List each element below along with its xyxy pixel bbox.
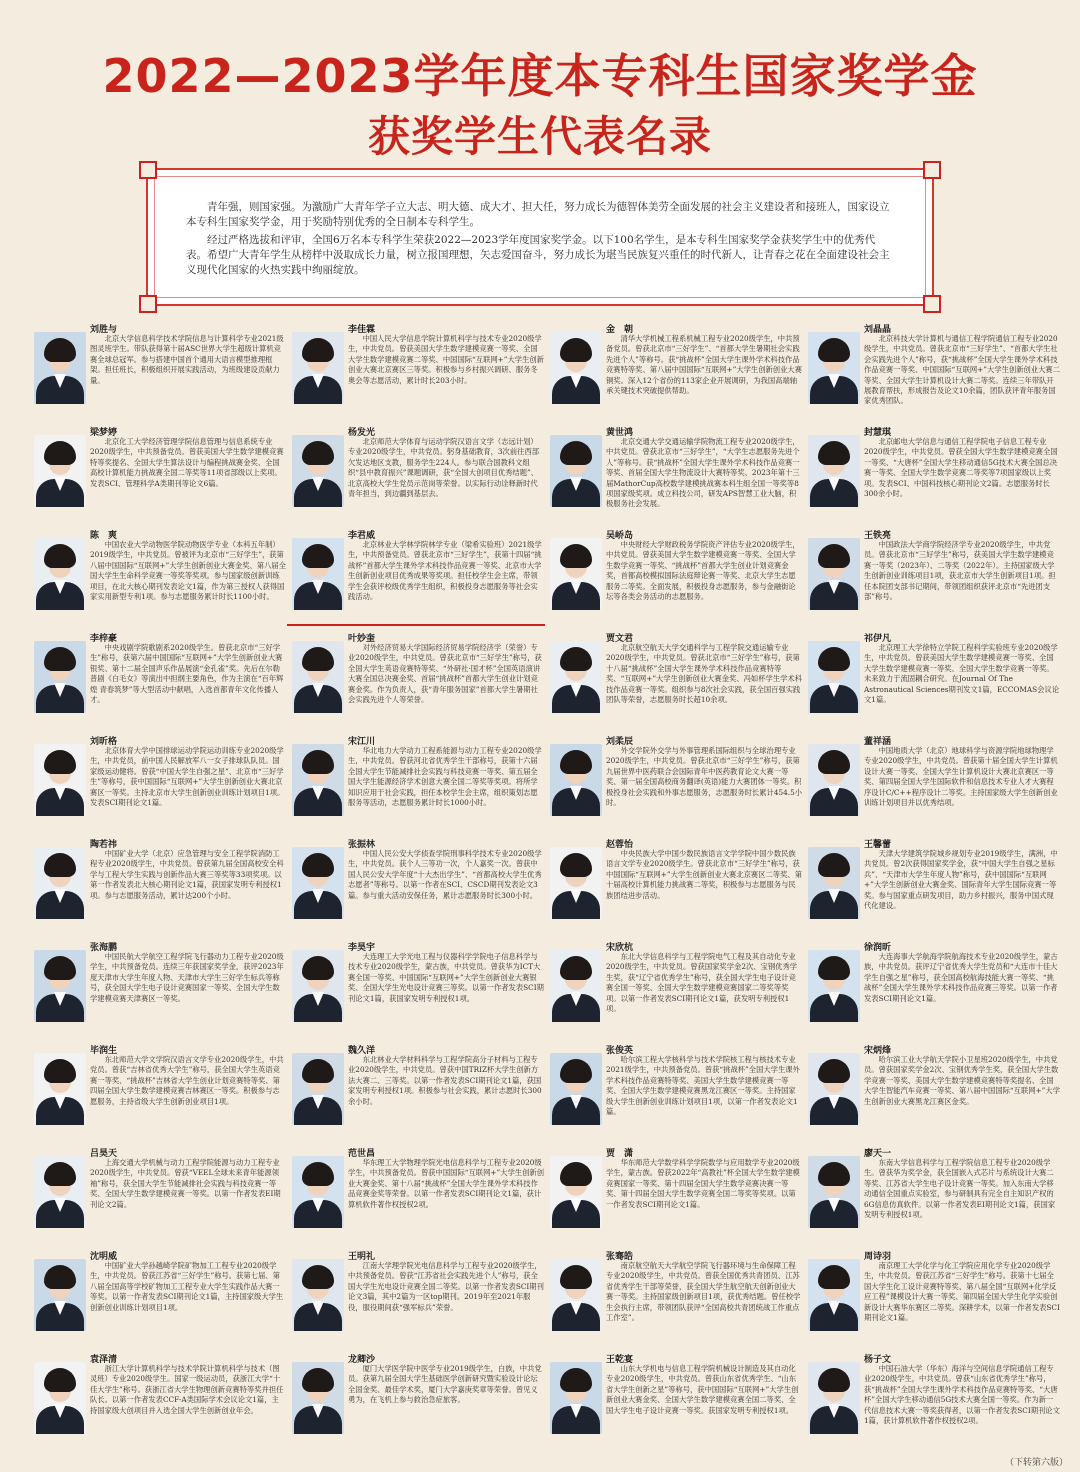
student-bio: 中国人民大学信息学院计算机科学与技术专业2020级学生，中共党员。曾获美国大学生数学建模竞赛一等奖、全国大学生数学建模竞赛二等奖、中国国际“互联网+”大学生创新创业大赛北京赛区三等奖。积极参与乡村振兴调研、服务冬奥会等志愿活动，累计时长203小时。 <box>348 334 544 385</box>
student-bio: 北京交通大学交通运输学院物流工程专业2020级学生，中共党员。曾获北京市“三好学生”，“大学生志愿服务先进个人”等称号。获“挑战杯”全国大学生课外学术科技作品竞赛一等奖、首届全国大学生物流设计大赛特等奖、2023年第十三届MathorCup高校数学建模挑战赛本科生组全国一等奖等8项国家级奖项。成立科技公司，研发APS智慧工业大脑，积极服务社会发展。 <box>606 437 800 509</box>
student-bio: 清华大学机械工程系机械工程专业2020级学生，中共预备党员。曾获北京市“三好学生”、“首都大学生暑期社会实践先进个人”等称号。获“挑战杯”全国大学生课外学术科技作品竞赛特等奖、第八届中国国际“互联网+”大学生创新创业大赛铜奖。深入12个省份的113家企业开展调研，为我国高端轴承关键技术突破提供帮助。 <box>606 334 802 396</box>
student-name: 杨发光 <box>348 428 376 438</box>
student-bio: 南京航空航天大学航空学院飞行器环境与生命保障工程专业2020级学生，中共党员。曾获全国优秀共青团员、江苏省优秀学生干部等荣誉，获全国大学生航空航天创新创业大赛一等奖。主持国家级创新项目1项，获优秀结题。曾任校学生会执行主席，带领团队获评“全国高校共青团统战工作重点工作室”。 <box>606 1261 801 1323</box>
student-name: 张海鹏 <box>90 943 118 953</box>
student-bio: 中央民族大学中国少数民族语言文学学院中国少数民族语言文学专业2020级学生。曾获北京市“三好学生”称号，获中国国际“互联网+”大学生创新创业大赛北京赛区二等奖、第十届高校计算机能力挑战赛二等奖，积极参与志愿服务与民族团结进步活动。 <box>606 849 802 900</box>
student-card <box>288 936 548 1037</box>
student-card <box>546 421 806 522</box>
student-name: 廖天一 <box>864 1149 892 1159</box>
student-card <box>288 730 548 831</box>
student-card <box>30 833 290 934</box>
student-card <box>288 1142 548 1243</box>
student-photo <box>292 847 344 919</box>
student-photo <box>550 744 602 816</box>
student-name: 魏久洋 <box>348 1046 376 1056</box>
student-card <box>804 318 1064 419</box>
student-photo <box>34 538 86 610</box>
student-name: 董祥涵 <box>864 737 892 747</box>
student-card <box>546 1348 806 1449</box>
student-bio: 山东大学机电与信息工程学院机械设计制造及其自动化专业2020级学生，中共党员。曾获山东省优秀学生、“山东省大学生创新之星”等称号，获中国国际“互联网+”大学生创新创业大赛金奖、全国大学生数学建模竞赛全国二等奖、全国大学生电子设计竞赛一等奖。获国家发明专利授权1项。 <box>606 1364 799 1415</box>
student-name: 张振林 <box>348 840 376 850</box>
student-name: 徐润昕 <box>864 943 892 953</box>
student-name: 吴峤岛 <box>606 531 634 541</box>
student-bio: 中国民航大学航空工程学院飞行器动力工程专业2020级学生，中共预备党员。连续三年获国家奖学金，获评2023年度天津市大学生年度人物、天津市大学生三好学生标兵等称号，获全国大学生电子设计竞赛国家一等奖、全国大学生数学建模竞赛天津赛区一等奖。 <box>90 952 284 1003</box>
student-bio: 东北大学信息科学与工程学院电气工程及其自动化专业2020级学生，中共党员。曾获国家奖学金2次、宝钢优秀学生奖，获“辽宁省优秀学生”称号，获全国大学生电子设计竞赛全国一等奖、全国大学生数学建模竞赛国家二等奖等奖项。以第一作者发表SCI期刊论文1篇，获发明专利授权1项。 <box>606 952 798 1014</box>
student-name: 王铁亮 <box>864 531 892 541</box>
student-name: 吕昊天 <box>90 1149 118 1159</box>
student-bio: 南京理工大学化学与化工学院应用化学专业2020级学生，中共党员。曾获江苏省“三好学生”称号。获第十七届全国大学生化工设计竞赛特等奖、第八届全国“互联网+化学反应工程”课模设计大赛一等奖、第四届全国大学生化学实验创新设计大赛华东赛区二等奖。深耕学术，以第一作者发表SCI期刊论文1篇。 <box>864 1261 1060 1323</box>
student-bio: 华东理工大学物理学院光电信息科学与工程专业2020级学生，中共预备党员。曾获中国国际“互联网+”大学生创新创业大赛金奖、第十八届“挑战杯”全国大学生课外学术科技作品竞赛金奖等荣誉。以第一作者发表SCI期刊论文1篇，获计算机软件著作权授权2项。 <box>348 1158 544 1209</box>
student-bio: 北京理工大学徐特立学院工程科学实验班专业2020级学生，中共党员。曾获美国大学生数学建模竞赛一等奖、全国大学生数学建模竞赛一等奖、全国大学生数学竞赛一等奖。未来致力于流固耦合研究。在Journal Of The Astronautical Sciences期刊发文1篇，ECCOMAS会议论文1篇。 <box>864 643 1060 705</box>
corner-ornament <box>923 295 941 313</box>
page-title: 2022—2023学年度本专科生国家奖学金 <box>102 49 978 103</box>
student-photo <box>550 1362 602 1434</box>
student-photo <box>808 1053 860 1125</box>
student-bio: 中国农业大学动物医学院动物医学专业（本科五年制）2019级学生，中共党员。曾被评为北京市“三好学生”，获第八届中国国际“互联网+”大学生创新创业大赛金奖、第八届全国大学生生命科学竞赛一等奖等奖项。参与国家级创新训练项目，在北大核心期刊发表论文1篇，作为第三授权人获得国家实用新型专利1项。参与志愿服务累计时长1100小时。 <box>90 540 286 602</box>
student-photo <box>292 435 344 507</box>
student-photo <box>550 538 602 610</box>
student-card <box>804 1348 1064 1449</box>
student-bio: 华北电力大学动力工程系能源与动力工程专业2020级学生，中共党员。曾获河北省优秀学生干部称号，获第十六届全国大学生节能减排社会实践与科技竞赛一等奖、第五届全国大学生能源经济学术创意大赛全国二等奖等奖项。将所学知识应用于社会实践，担任本校学生会主席，组织策划志愿服务等活动，志愿服务累计时长1000小时。 <box>348 746 542 808</box>
student-bio: 中国石油大学（华东）海洋与空间信息学院通信工程专业2020级学生，中共党员。曾获“山东省优秀学生”称号，获“挑战杯”全国大学生课外学术科技作品竞赛特等奖、“大唐杯”全国大学生移动通信5G技术大赛全国一等奖。作为新一代信息技术大赛一等奖获得者，以第一作者发表SCI期刊论文1篇，获计算机软件著作权授权2项。 <box>864 1364 1060 1426</box>
student-name: 袁泽清 <box>90 1355 118 1365</box>
student-photo <box>808 332 860 404</box>
student-name: 张俊英 <box>606 1046 634 1056</box>
student-name: 贾 潇 <box>606 1149 634 1159</box>
student-card <box>30 936 290 1037</box>
student-card <box>288 1039 548 1140</box>
student-name: 陈 爽 <box>90 531 118 541</box>
student-name: 王馨蕾 <box>864 840 892 850</box>
corner-ornament <box>139 295 157 313</box>
student-bio: 北京师范大学体育与运动学院汉语言文学（志远计划）专业2020级学生，中共党员。躬身基础教育，3次前往西部欠发达地区支教，服务学生224人。参与联合国教科文组织“县中教育振兴”课题调研，获“全国大创项目优秀结题”、北京高校大学生党员示范岗等荣誉。以实际行动诠释新时代青年担当，到边疆到基层去。 <box>348 437 540 499</box>
student-card <box>288 421 548 522</box>
student-photo <box>550 1053 602 1125</box>
student-name: 宋江川 <box>348 737 376 747</box>
student-photo <box>550 1259 602 1331</box>
student-photo <box>292 744 344 816</box>
student-bio: 对外经济贸易大学国际经济贸易学院经济学（荣誉）专业2020级学生，中共党员。曾获北京市“三好学生”称号，获全国大学生英语竞赛特等奖、“外研社·国才杯”全国英语演讲大赛全国总决赛金奖、首届“挑战杯”首都大学生创业计划竞赛金奖。作为负责人，获“青年服务国家”首都大学生暑期社会实践先进个人等荣誉。 <box>348 643 542 705</box>
student-name: 叶妙奎 <box>348 634 376 644</box>
student-bio: 东南大学信息科学与工程学院信息工程专业2020级学生。曾获华为奖学金，获全国嵌入式芯片与系统设计大赛二等奖、江苏省大学生电子设计竞赛一等奖。加入东南大学移动通信全国重点实验室，参与研制具有完全自主知识产权的6G信息仿真软件。以第一作者发表EI期刊论文1篇，获国家发明专利授权1项。 <box>864 1158 1056 1220</box>
student-name: 宋欣杭 <box>606 943 634 953</box>
student-card <box>30 524 290 625</box>
student-card <box>288 318 548 419</box>
student-bio: 北京航空航天大学交通科学与工程学院交通运输专业2020级学生，中共党员。曾获北京市“三好学生”称号，获第十八届“挑战杯”全国大学生课外学术科技作品竞赛特等奖、“互联网+”大学生创新创业大赛金奖、冯如杯学生学术科技作品竞赛一等奖。组织参与8次社会实践，获全国百强实践团队等荣誉，志愿服务时长超10余项。 <box>606 643 802 705</box>
student-photo <box>550 332 602 404</box>
student-bio: 北京邮电大学信息与通信工程学院电子信息工程专业2020级学生，中共党员。曾获全国大学生数学建模竞赛全国一等奖、“大唐杯”全国大学生移动通信5G技术大赛全国总决赛一等奖、全国大学生数学竞赛二等奖等7项国家级以上奖项。发表SCI、中国科技核心期刊论文2篇。志愿服务时长300余小时。 <box>864 437 1058 499</box>
highlight-rule <box>287 624 545 626</box>
student-bio: 东北林业大学材料科学与工程学院高分子材料与工程专业2020级学生，中共党员。曾获中国TRIZ杯大学生创新方法大赛二、三等奖。以第一作者发表SCI期刊论文1篇，获国家发明专利授权1项。积极参与社会实践，累计志愿时长300余小时。 <box>348 1055 542 1106</box>
student-name: 王明礼 <box>348 1252 376 1262</box>
student-card <box>30 1245 290 1346</box>
student-card <box>804 730 1064 831</box>
student-name: 张骞皓 <box>606 1252 634 1262</box>
intro-box <box>146 168 934 306</box>
student-name: 王乾宴 <box>606 1355 634 1365</box>
student-bio: 中国政法大学商学院经济学专业2020级学生，中共党员。曾获北京市“三好学生”称号，获美国大学生数学建模竞赛一等奖（2023年）、二等奖（2022年）。主持国家级大学生创新创业训练项目1项，获北京市大学生创新项目1项。担任本院团支部书记期间，带领团组织获评北京市“先进团支部”称号。 <box>864 540 1056 602</box>
student-photo <box>808 1259 860 1331</box>
student-card <box>288 1245 548 1346</box>
student-photo <box>292 538 344 610</box>
student-name: 李昊宇 <box>348 943 376 953</box>
page-subtitle: 获奖学生代表名录 <box>367 112 712 161</box>
student-bio: 中央戏剧学院歌剧系2020级学生。曾获北京市“三好学生”称号，获第六届中国国际“互联网+”大学生创新创业大赛银奖、第十二届全国声乐作品展演“金孔雀”奖。先后在尔勒普剧《白毛女》等演出中担纲主要角色，作为主演在“百年辉煌 青春筑梦”等大型活动中献唱，入选首都青年文化传播人才。 <box>90 643 284 705</box>
intro-text <box>186 200 894 281</box>
student-card <box>546 318 806 419</box>
student-name: 宋炳烽 <box>864 1046 892 1056</box>
student-name: 刘昕格 <box>90 737 118 747</box>
student-name: 金 朝 <box>606 325 634 335</box>
student-name: 刘胜与 <box>90 325 118 335</box>
student-photo <box>292 1362 344 1434</box>
student-card <box>546 936 806 1037</box>
student-name: 毕润生 <box>90 1046 118 1056</box>
student-name: 沈明威 <box>90 1252 118 1262</box>
student-photo <box>808 950 860 1022</box>
student-bio: 厦门大学医学院中医学专业2019级学生，白族，中共党员。获第九届全国大学生基础医学创新研究暨实验设计论坛全国金奖、最佳学术奖，厦门大学嘉庚奖章等荣誉。曾见义勇为，在飞机上参与救治急症旅客。 <box>348 1364 542 1405</box>
student-bio: 北京化工大学经济管理学院信息管理与信息系统专业2020级学生，中共预备党员。曾获美国大学生数学建模竞赛特等奖提名、全国大学生算法设计与编程挑战赛金奖、全国高校计算机能力挑战赛全国二等奖等11项省部级以上奖项。发表SCI、管理科学A类期刊等论文6篇。 <box>90 437 284 488</box>
student-card <box>30 1348 290 1449</box>
student-photo <box>34 1362 86 1434</box>
student-bio: 中央财经大学财政税务学院资产评估专业2020级学生，中共党员。曾获美国大学生数学建模竞赛一等奖、全国大学生数学竞赛一等奖、“挑战杯”首都大学生创业计划竞赛金奖，首都高校模拟国际法庭辩论赛一等奖、北京大学生志愿服务二等奖。全面发展，积极投身志愿服务，参与金融街论坛等各类会务活动的志愿服务。 <box>606 540 800 602</box>
student-card <box>288 833 548 934</box>
student-photo <box>34 1156 86 1228</box>
intro-paragraph: 经过严格选拔和评审，全国6万名本专科学生荣获2022—2023学年度国家奖学金。以下100名学生，是本专科生国家奖学金获奖学生中的优秀代表。希望广大青年学生从榜样中汲取成长力量，树立报国理想，矢志爱国奋斗，努力成长为堪当民族复兴重任的时代新人，让青春之花在全面建设社会主义现代化国家的火热实践中绚丽绽放。 <box>186 234 890 276</box>
student-photo <box>808 641 860 713</box>
student-name: 李梓豪 <box>90 634 118 644</box>
student-bio: 天津大学建筑学院城乡规划专业2019级学生，满洲，中共党员。曾2次获得国家奖学金，获“中国大学生自强之星标兵”、“天津市大学生年度人物”称号，获中国国际“互联网+”大学生创新创业大赛金奖、国际青年大学生国际竞赛一等奖。参与国家重点研发项目，助力乡村振兴，服务中国式现代化建设。 <box>864 849 1058 911</box>
student-bio: 北京体育大学中国排球运动学院运动训练专业2020级学生，中共党员，前中国人民解放军八一女子排球队队员。国家级运动健将。曾获“中国大学生自强之星”、北京市“三好学生”等称号，获中国国际“互联网+”大学生创新创业大赛北京赛区一等奖。主持北京市大学生创新创业训练计划项目1项。发表SCI期刊论文1篇。 <box>90 746 285 808</box>
student-card <box>546 1039 806 1140</box>
student-photo <box>292 1156 344 1228</box>
student-photo <box>292 1053 344 1125</box>
student-card <box>804 1039 1064 1140</box>
student-photo <box>808 538 860 610</box>
student-card <box>546 730 806 831</box>
student-bio: 北京科技大学计算机与通信工程学院通信工程专业2020级学生，中共党员。曾获北京市“三好学生”、“首都大学生社会实践先进个人”称号，获“挑战杯”全国大学生课外学术科技作品竞赛一等奖、中国国际“互联网+”大学生创新创业大赛二等奖、全国大学生计算机设计大赛二等奖。连续三年带队开展教育帮扶，形成报告及论文10余篇，团队获评青年服务国家优秀团队。 <box>864 334 1060 406</box>
corner-ornament <box>139 161 157 179</box>
student-bio: 大连海事大学航海学院航海技术专业2020级学生，蒙古族，中共党员。获评辽宁省优秀大学生党员和“大连市十佳大学生自强之星”称号，获全国高校航海技能大赛一等奖、“挑战杯”全国大学生课外学术科技作品竞赛三等奖。以第一作者发表SCI期刊论文1篇。 <box>864 952 1058 1003</box>
student-photo <box>292 950 344 1022</box>
student-photo <box>550 435 602 507</box>
student-photo <box>34 332 86 404</box>
student-name: 祁伊凡 <box>864 634 892 644</box>
student-photo <box>808 744 860 816</box>
student-photo <box>550 1156 602 1228</box>
student-bio: 东北师范大学文学院汉语言文学专业2020级学生，中共党员。曾获“吉林省优秀大学生”称号，获全国大学生英语竞赛一等奖、“挑战杯”吉林省大学生创业计划竞赛特等奖、第四届全国大学生数学建模竞赛吉林赛区一等奖。积极参与志愿服务，主持省级大学生创新创业项目1项。 <box>90 1055 284 1106</box>
student-card <box>30 1039 290 1140</box>
student-photo <box>34 1053 86 1125</box>
student-name: 赵蓉怡 <box>606 840 634 850</box>
corner-ornament <box>923 161 941 179</box>
student-card <box>30 627 290 728</box>
student-name: 龙卿沙 <box>348 1355 376 1365</box>
student-bio: 中国人民公安大学侦查学院刑事科学技术专业2020级学生，中共党员。获个人三等功一次，个人嘉奖一次。曾获中国人民公安大学年度“十大杰出学生”、“首都高校大学生优秀志愿者”等称号。以第一作者在SCI、CSCD期刊发表论文3篇。参与重大活动安保任务，累计志愿服务时长300小时。 <box>348 849 542 900</box>
student-photo <box>34 641 86 713</box>
student-bio: 北京大学信息科学技术学院信息与计算科学专业2021级图灵班学生。带队获得第十届ASC世界大学生超级计算机竞赛全球总冠军。参与搭建中国首个通用大语言模型推理框架。担任班长，积极组织开展实践活动，为班级建设贡献力量。 <box>90 334 284 385</box>
student-photo <box>292 641 344 713</box>
student-card <box>30 730 290 831</box>
student-photo <box>34 1259 86 1331</box>
student-name: 范世昌 <box>348 1149 376 1159</box>
student-card <box>30 318 290 419</box>
student-name: 封慧琪 <box>864 428 892 438</box>
student-card <box>288 1348 548 1449</box>
student-name: 周诗羽 <box>864 1252 892 1262</box>
student-card <box>546 524 806 625</box>
student-bio: 浙江大学计算机科学与技术学院计算机科学与技术（图灵班）专业2020级学生。国家一级运动员，获浙江大学“十佳大学生”称号。获浙江省大学生物理创新竞赛特等奖并担任队长。以第一作者发表CCF-A类国际学术会议论文1篇，主持国家级大创项目并入选全国大学生创新创业年会。 <box>90 1364 284 1415</box>
student-bio: 外交学院外交学与外事管理系国际组织与全球治理专业2020级学生，中共党员。曾获北京市“三好学生”称号，获第九届世界中医药联合会国际青年中医药教育论文大赛一等奖、第一届全国高校商务翻译(英语)能力大赛团体一等奖。积极投身社会实践和外事志愿服务，志愿服务时长累计454.5小时。 <box>606 746 802 808</box>
student-photo <box>292 332 344 404</box>
continued-note: （下转第六版） <box>1004 1458 1068 1468</box>
student-card <box>546 1142 806 1243</box>
student-photo <box>34 744 86 816</box>
student-card <box>546 627 806 728</box>
student-card <box>288 524 548 625</box>
student-photo <box>292 1259 344 1331</box>
student-name: 刘晶晶 <box>864 325 892 335</box>
student-photo <box>550 641 602 713</box>
student-bio: 中国矿业大学孙越崎学院矿物加工工程专业2020级学生，中共党员。曾获江苏省“三好学生”称号。获第七届、第八届全国高等学校矿物加工工程专业大学生实践作品大赛一等奖。以第一作者发表SCI期刊论文1篇，主持国家级大学生创新创业训练计划项目1项。 <box>90 1261 284 1312</box>
student-bio: 哈尔滨工程大学核科学与技术学院核工程与核技术专业2021级学生，中共预备党员。曾获“挑战杯”全国大学生课外学术科技作品竞赛特等奖、美国大学生数学建模竞赛一等奖、全国大学生数学建模竞赛黑龙江赛区一等奖。主持国家级大学生创新创业训练计划项目1项，以第一作者发表论文1篇。 <box>606 1055 800 1117</box>
student-bio: 中国矿业大学（北京）应急管理与安全工程学院消防工程专业2020级学生，中共党员。曾获第九届全国高校安全科学与工程大学生实践与创新作品大赛三等奖等33项奖项。以第一作者发表北大核心期刊论文1篇，获国家发明专利授权1项。参与志愿服务活动，累计达200个小时。 <box>90 849 284 900</box>
student-name: 梁梦婷 <box>90 428 118 438</box>
student-card <box>804 1245 1064 1346</box>
student-name: 黄世鸿 <box>606 428 634 438</box>
student-photo <box>550 950 602 1022</box>
student-photo <box>808 847 860 919</box>
student-name: 李佳霖 <box>348 325 376 335</box>
student-card <box>804 1142 1064 1243</box>
student-bio: 北京林业大学林学院林学专业（梁希实验班）2021级学生，中共预备党员。曾获北京市“三好学生”，获第十四届“挑战杯”首都大学生课外学术科技作品竞赛一等奖、北京市大学生创新创业项目优秀成果等奖项。担任校学生会主席，带领学生会获评校级优秀学生组织，积极投身志愿服务等社会实践活动。 <box>348 540 542 602</box>
student-name: 李君威 <box>348 531 376 541</box>
intro-paragraph: 青年强，则国家强。为激励广大青年学子立大志、明大德、成大才、担大任，努力成长为德智体美劳全面发展的社会主义建设者和接班人，国家设立本专科生国家奖学金，用于奖励特别优秀的全日制本专科学生。 <box>186 201 890 228</box>
student-name: 陶若祎 <box>90 840 118 850</box>
student-card <box>546 1245 806 1346</box>
student-card <box>30 1142 290 1243</box>
student-bio: 江南大学理学院光电信息科学与工程专业2020级学生，中共预备党员。曾获“江苏省社会实践先进个人”称号，获全国大学生光电设计竞赛全国二等奖。以第一作者发表SCI期刊论文3篇，其中2篇为一区top期刊。2019年至2021年服役，服役期间获“强军标兵”荣誉。 <box>348 1261 544 1312</box>
student-card <box>804 627 1064 728</box>
student-name: 贾文君 <box>606 634 634 644</box>
student-photo <box>34 847 86 919</box>
student-card <box>804 833 1064 934</box>
student-card <box>30 421 290 522</box>
student-photo <box>808 1362 860 1434</box>
student-photo <box>808 435 860 507</box>
student-photo <box>34 950 86 1022</box>
student-bio: 中国地质大学（北京）地球科学与资源学院地球物理学专业2020级学生，中共党员。曾获第十届全国大学生计算机设计大赛一等奖、全国大学生计算机设计大赛北京赛区一等奖、第四届全国大学生国际软件和信息技术专业人才大赛程序设计C/C++程序设计二等奖。主持国家级大学生创新创业训练计划项目并以优秀结项。 <box>864 746 1058 808</box>
student-card <box>804 421 1064 522</box>
student-bio: 哈尔滨工业大学航天学院小卫星班2020级学生，中共党员。曾获国家奖学金2次、宝钢优秀学生奖，获全国大学生数学竞赛一等奖、美国大学生数学建模竞赛特等奖提名、全国大学生智能汽车竞赛一等奖、第八届中国国际“互联网+”大学生创新创业大赛黑龙江赛区金奖。 <box>864 1055 1060 1106</box>
student-name: 刘柔辰 <box>606 737 634 747</box>
student-photo <box>808 1156 860 1228</box>
student-photo <box>550 847 602 919</box>
student-bio: 上海交通大学机械与动力工程学院能源与动力工程专业2020级学生，中共党员。曾获“VEEL全球未来青年能源领袖”称号，获全国大学生节能减排社会实践与科技竞赛一等奖、全国大学生数学建模竞赛一等奖。以第一作者发表EI期刊论文2篇。 <box>90 1158 281 1209</box>
student-card <box>288 627 548 728</box>
student-card <box>804 936 1064 1037</box>
student-card <box>546 833 806 934</box>
student-name: 杨子文 <box>864 1355 892 1365</box>
student-photo <box>34 435 86 507</box>
student-bio: 大连理工大学光电工程与仪器科学学院电子信息科学与技术专业2020级学生，蒙古族，中共党员。曾获华为ICT大赛全国一等奖、中国国际“互联网+”大学生创新创业大赛银奖、全国大学生光电设计竞赛三等奖。以第一作者发表SCI期刊论文1篇，获国家发明专利授权1项。 <box>348 952 544 1003</box>
student-card <box>804 524 1064 625</box>
student-bio: 华东师范大学数学科学学院数学与应用数学专业2020级学生，蒙古族。曾获2022年“高教社”杯全国大学生数学建模竞赛国家一等奖、第十四届全国大学生数学竞赛决赛一等奖、第十四届全国大学生数学竞赛全国二等奖等奖项。以第一作者发表SCI期刊论文1篇。 <box>606 1158 800 1209</box>
